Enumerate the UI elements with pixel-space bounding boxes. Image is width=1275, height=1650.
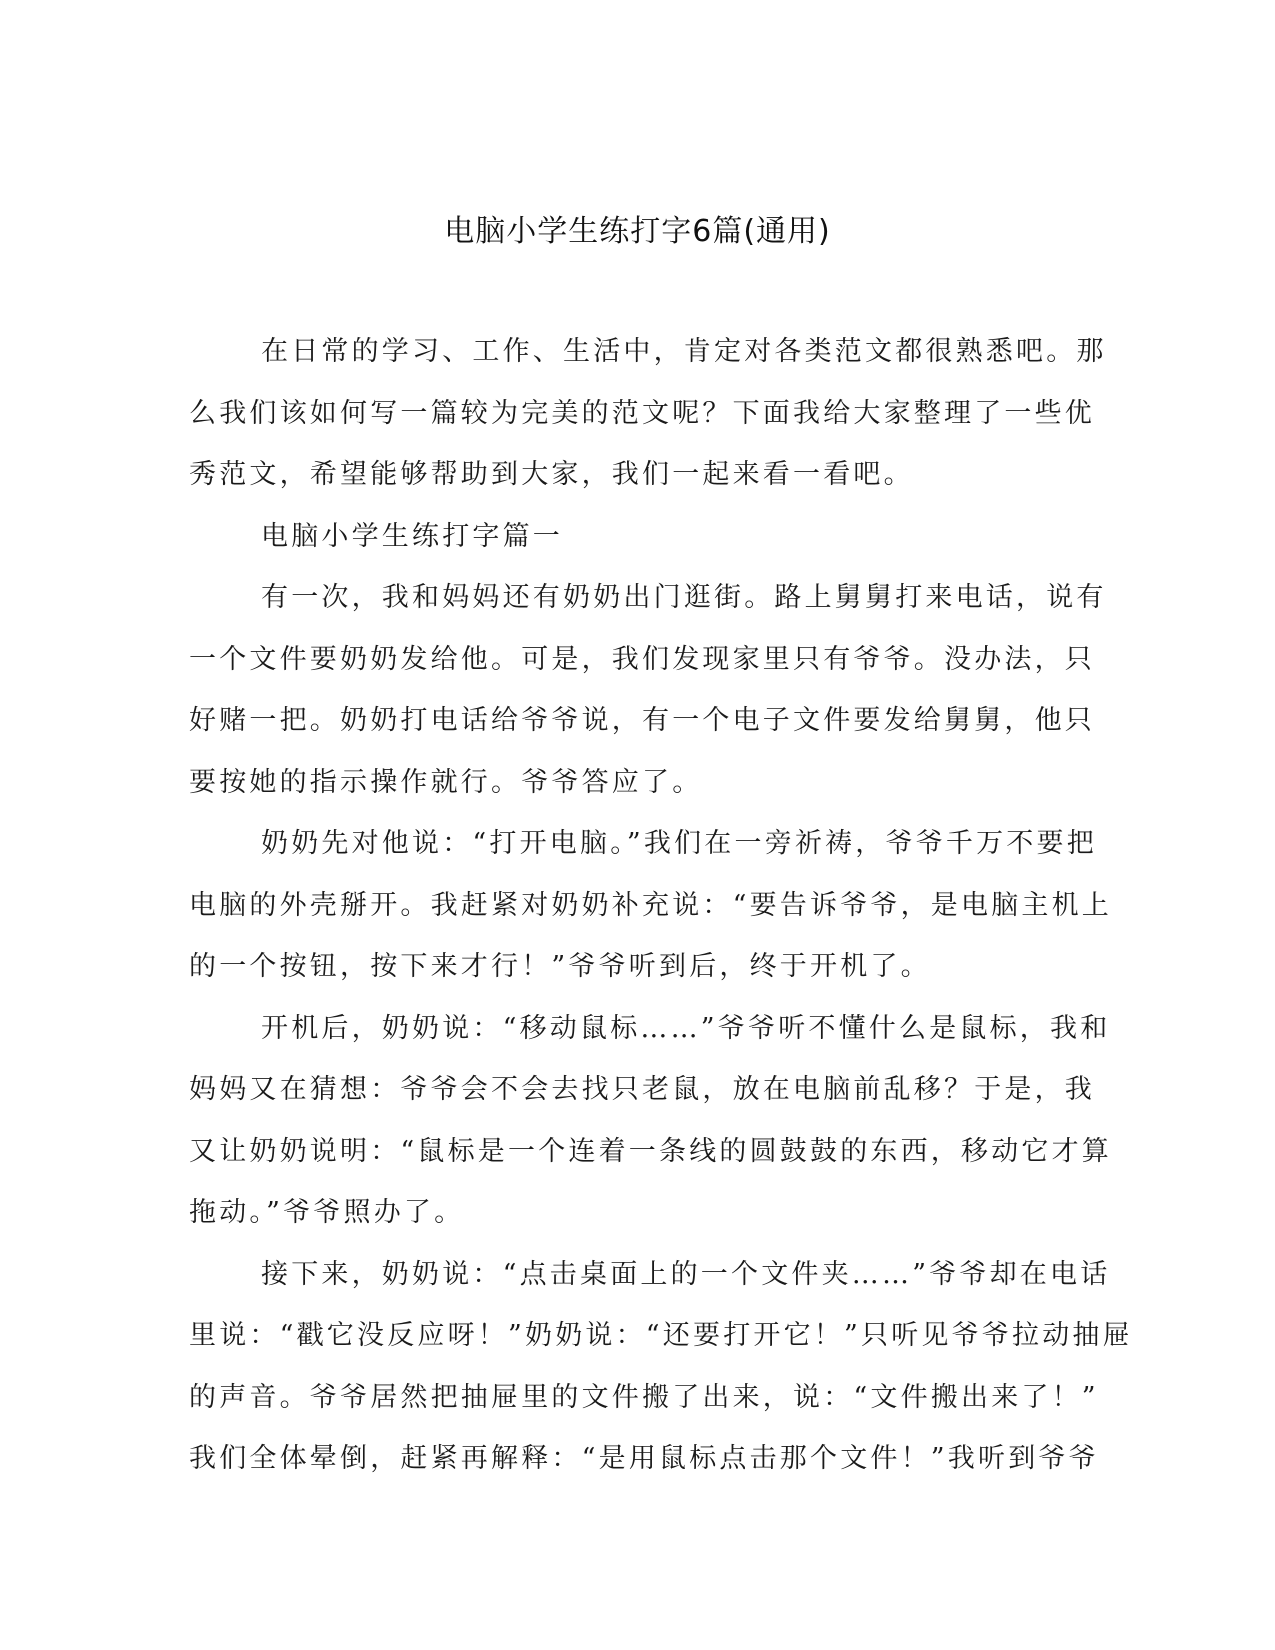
text-line: 电脑的外壳掰开。我赶紧对奶奶补充说：“要告诉爷爷，是电脑主机上 — [189, 889, 1113, 921]
text-line: 又让奶奶说明：“鼠标是一个连着一条线的圆鼓鼓的东西，移动它才算 — [189, 1135, 1113, 1167]
text-line: 里说：“戳它没反应呀！”奶奶说：“还要打开它！”只听见爷爷拉动抽屉 — [189, 1320, 1133, 1351]
text-line: 妈妈又在猜想：爷爷会不会去找只老鼠，放在电脑前乱移？于是，我 — [189, 1074, 1095, 1105]
text-line: 么我们该如何写一篇较为完美的范文呢？下面我给大家整理了一些优 — [189, 397, 1095, 429]
text-line: 接下来，奶奶说：“点击桌面上的一个文件夹……”爷爷却在电话 — [261, 1258, 1111, 1290]
text-line: 电脑小学生练打字篇一 — [261, 520, 563, 552]
text-line: 的一个按钮，按下来才行！”爷爷听到后，终于开机了。 — [189, 951, 931, 982]
text-line: 奶奶先对他说：“打开电脑。”我们在一旁祈祷，爷爷千万不要把 — [261, 828, 1097, 859]
text-line: 开机后，奶奶说：“移动鼠标……”爷爷听不懂什么是鼠标，我和 — [261, 1012, 1111, 1044]
text-line: 拖动。”爷爷照办了。 — [189, 1197, 465, 1228]
text-line: 在日常的学习、工作、生活中，肯定对各类范文都很熟悉吧。那 — [261, 336, 1107, 367]
text-line: 一个文件要奶奶发给他。可是，我们发现家里只有爷爷。没办法，只 — [189, 643, 1095, 675]
document-body — [189, 332, 1133, 1501]
text-line: 要按她的指示操作就行。爷爷答应了。 — [189, 766, 703, 798]
text-line: 有一次，我和妈妈还有奶奶出门逛街。路上舅舅打来电话，说有 — [261, 582, 1107, 613]
text-line: 好赌一把。奶奶打电话给爷爷说，有一个电子文件要发给舅舅，他只 — [189, 705, 1095, 736]
text-line: 秀范文，希望能够帮助到大家，我们一起来看一看吧。 — [189, 459, 914, 490]
document-title: 电脑小学生练打字6篇(通用) — [444, 214, 831, 249]
text-line: 的声音。爷爷居然把抽屉里的文件搬了出来，说：“文件搬出来了！” — [189, 1381, 1099, 1413]
text-line: 我们全体晕倒，赶紧再解释：“是用鼠标点击那个文件！”我听到爷爷 — [189, 1443, 1099, 1474]
